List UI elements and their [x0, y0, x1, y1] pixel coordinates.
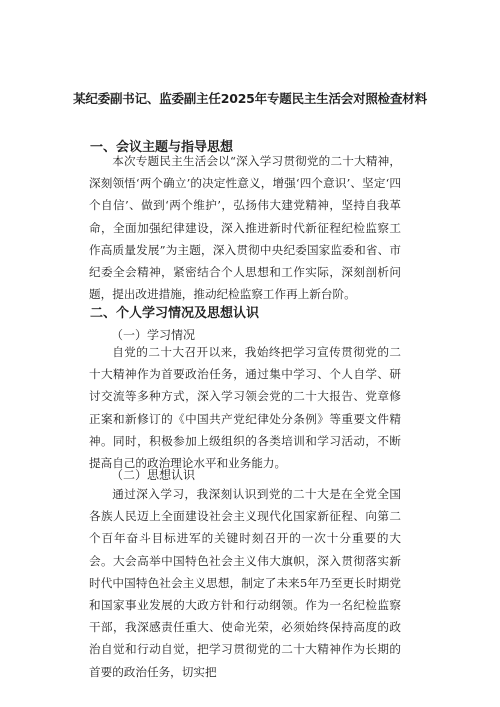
section-2-heading: 二、个人学习情况及思想认识: [90, 306, 260, 321]
document-title: 某纪委副书记、监委副主任2025年专题民主生活会对照检查材料: [73, 91, 427, 106]
section-1-heading: 一、会议主题与指导思想: [90, 140, 234, 155]
section-1-paragraph: 本次专题民主生活会以“深入学习贯彻党的二十大精神，深刻领悟‘两个确立’的决定性意义，增强‘四个意识’、坚定‘四个自信’、做到‘两个维护’，弘扬伟大建党精神，坚持自我革命，全面加强纪律建设，深入推进新时代新征程纪检监察工作高质量发展”为主题，深入贯彻中央纪委国家监委和省、市纪委全会精神，紧密结合个人思想和工作实际，深刻剖析问题，提出改进措施，推动纪检监察工作再上新台阶。: [89, 154, 401, 302]
subsection-2-heading: （二）思想认识: [111, 468, 196, 482]
subsection-2-paragraph: 通过深入学习，我深刻认识到党的二十大是在全党全国各族人民迈上全面建设社会主义现代化国家新征程、向第二个百年奋斗目标进军的关键时刻召开的一次十分重要的大会。大会高举中国特色社会主义伟大旗帜，深入贯彻落实新时代中国特色社会主义思想，制定了未来5年乃至更长时期党和国家事业发展的大政方针和行动纲领。作为一名纪检监察干部，我深感责任重大、使命光荣，必须始终保持高度的政治自觉和行动自觉，把学习贯彻党的二十大精神作为长期的首要的政治任务，切实把: [89, 487, 401, 679]
subsection-1-paragraph: 自党的二十大召开以来，我始终把学习宣传贯彻党的二十大精神作为首要政治任务，通过集中学习、个人自学、研讨交流等多种方式，深入学习领会党的二十大报告、党章修正案和新修订的《中国共产党纪律处分条例》等重要文件精神。同时，积极参加上级组织的各类培训和学习活动，不断提高自己的政治理论水平和业务能力。: [89, 345, 401, 471]
subsection-1-heading: （一）学习情况: [111, 328, 196, 342]
